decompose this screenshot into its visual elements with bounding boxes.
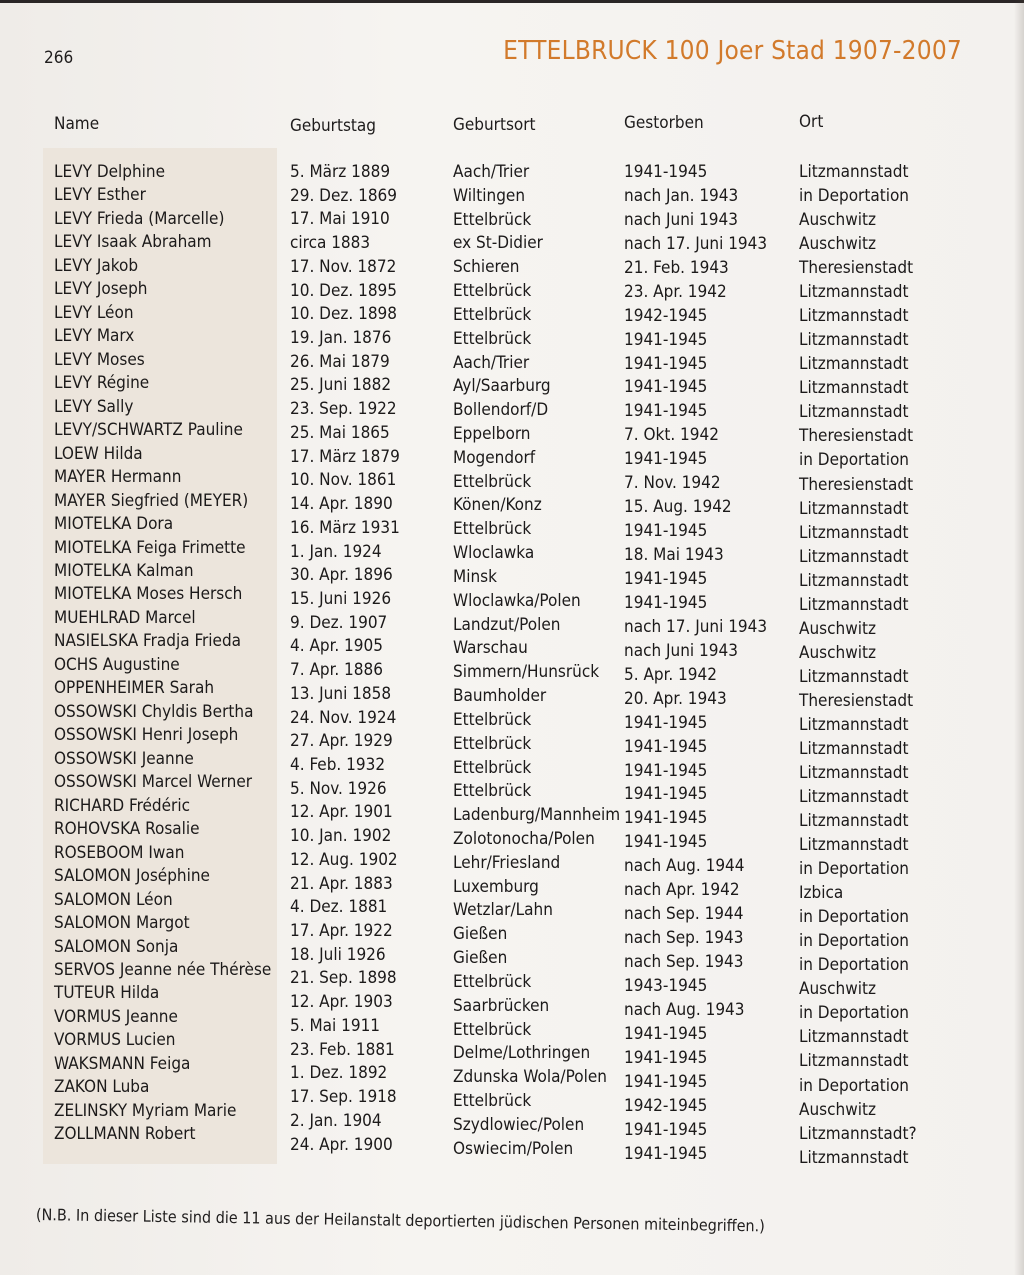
cell-ort: Izbica [799,883,844,904]
cell-gestorben: 1941-1945 [624,736,708,757]
cell-ort: Litzmannstadt [799,1027,909,1048]
cell-gestorben: 7. Nov. 1942 [624,473,721,494]
page-number: 266 [44,48,74,68]
column-header-gestorben: Gestorben [624,113,704,133]
cell-ort: Auschwitz [799,1099,877,1120]
cell-gestorben: nach Aug. 1944 [624,856,745,877]
table-row [0,422,1024,446]
cell-gestorben: nach Sep. 1943 [624,928,744,949]
cell-geburtstag: 10. Jan. 1902 [290,826,392,847]
cell-geburtstag: 24. Apr. 1900 [290,1134,393,1155]
cell-geburtstag: 26. Mai 1879 [290,351,390,372]
cell-name: VORMUS Jeanne [54,1006,178,1027]
cell-gestorben: 15. Aug. 1942 [624,497,732,518]
cell-geburtsort: Ettelbrück [453,757,532,778]
cell-geburtstag: circa 1883 [290,233,371,254]
cell-geburtstag: 30. Apr. 1896 [290,565,393,586]
cell-name: TUTEUR Hilda [54,983,160,1004]
cell-name: NASIELSKA Fradja Frieda [54,631,242,652]
cell-geburtstag: 12. Aug. 1902 [290,849,398,870]
cell-geburtstag: 14. Apr. 1890 [290,494,393,515]
cell-geburtstag: 23. Sep. 1922 [290,399,397,420]
cell-gestorben: nach Juni 1943 [624,640,738,661]
cell-gestorben: 1941-1945 [624,353,708,374]
cell-geburtstag: 4. Dez. 1881 [290,897,388,918]
cell-ort: Auschwitz [799,618,877,639]
cell-gestorben: 1941-1945 [624,449,708,470]
cell-gestorben: nach Apr. 1942 [624,880,740,901]
cell-geburtsort: Ettelbrück [453,281,532,302]
cell-ort: Litzmannstadt [799,594,909,615]
cell-ort: Litzmannstadt [799,378,909,399]
cell-geburtsort: Oswiecim/Polen [453,1138,574,1159]
cell-gestorben: 18. Mai 1943 [624,545,724,566]
cell-gestorben: 1941-1945 [624,568,708,589]
cell-name: SERVOS Jeanne née Thérèse [54,959,272,980]
cell-ort: Litzmannstadt [799,1051,909,1072]
cell-geburtsort: Ettelbrück [453,328,532,349]
cell-name: SALOMON Joséphine [54,866,210,887]
cell-gestorben: 1941-1945 [624,1119,708,1140]
cell-geburtsort: Ladenburg/Mannheim [453,805,621,826]
cell-name: OPPENHEIMER Sarah [54,678,215,699]
cell-geburtstag: 4. Apr. 1905 [290,636,383,657]
cell-ort: Litzmannstadt [799,1147,909,1168]
cell-gestorben: 5. Apr. 1942 [624,664,717,685]
cell-ort: in Deportation [799,450,910,471]
cell-geburtsort: Eppelborn [453,424,531,444]
cell-ort: Litzmannstadt [799,666,909,687]
cell-geburtsort: Schieren [453,257,520,278]
cell-geburtsort: Delme/Lothringen [453,1043,591,1064]
cell-ort: Theresienstadt [799,426,914,447]
cell-geburtstag: 12. Apr. 1901 [290,802,393,823]
cell-name: MIOTELKA Kalman [54,560,194,581]
cell-name: ZOLLMANN Robert [54,1124,196,1145]
cell-gestorben: 1942-1945 [624,305,708,326]
cell-ort: in Deportation [799,1075,910,1096]
cell-gestorben: 1941-1945 [624,401,708,422]
cell-geburtsort: Ettelbrück [453,971,532,992]
table-row [0,185,1024,209]
cell-gestorben: 1943-1945 [624,975,708,996]
cell-gestorben: 1941-1945 [624,832,708,853]
cell-geburtsort: Luxemburg [453,876,539,897]
cell-gestorben: 1941-1945 [624,784,708,805]
cell-name: LEVY Esther [54,185,146,206]
cell-gestorben: 1941-1945 [624,1143,708,1164]
cell-geburtsort: Ettelbrück [453,209,532,230]
cell-geburtstag: 15. Juni 1926 [290,588,392,609]
cell-gestorben: nach Juni 1943 [624,209,738,230]
table-row [0,161,1024,185]
cell-gestorben: 1941-1945 [624,808,708,829]
cell-geburtsort: Bollendorf/D [453,400,549,421]
cell-ort: Litzmannstadt [799,282,909,303]
cell-name: LEVY Delphine [54,162,166,182]
cell-gestorben: nach Sep. 1943 [624,952,744,972]
cell-name: VORMUS Lucien [54,1030,176,1051]
cell-geburtstag: 5. Mai 1911 [290,1015,381,1036]
table-row [0,351,1024,375]
cell-name: MUEHLRAD Marcel [54,607,196,628]
cell-ort: in Deportation [799,859,910,880]
cell-geburtstag: 9. Dez. 1907 [290,612,388,633]
cell-ort: Litzmannstadt [799,162,909,182]
cell-ort: Litzmannstadt [799,498,909,519]
cell-geburtsort: Ettelbrück [453,709,532,730]
cell-ort: Litzmannstadt [799,763,909,783]
cell-ort: Auschwitz [799,642,877,663]
cell-ort: Litzmannstadt [799,522,909,543]
cell-name: OSSOWSKI Jeanne [54,748,194,769]
cell-ort: Litzmannstadt [799,570,909,591]
cell-ort: in Deportation [799,907,910,928]
footnote: (N.B. In dieser Liste sind die 11 aus der Heilanstalt deportierten jüdischen Personen miteinbegriffen.) [35,1205,765,1236]
cell-geburtstag: 10. Nov. 1861 [290,470,397,491]
cell-name: SALOMON Sonja [54,936,179,957]
cell-geburtsort: Wiltingen [453,185,526,206]
cell-geburtstag: 2. Jan. 1904 [290,1110,382,1131]
cell-geburtstag: 13. Juni 1858 [290,683,392,704]
cell-name: LEVY Jakob [54,255,139,276]
page-top-edge [0,0,1024,3]
cell-geburtsort: ex St-Didier [453,233,543,254]
cell-ort: in Deportation [799,186,910,207]
cell-name: LOEW Hilda [54,443,143,464]
cell-name: MAYER Hermann [54,467,182,488]
cell-ort: in Deportation [799,931,910,952]
table-row [0,374,1024,398]
cell-geburtsort: Warschau [453,638,528,659]
cell-geburtsort: Ettelbrück [453,471,532,492]
cell-geburtsort: Wloclawka/Polen [453,590,581,611]
cell-name: WAKSMANN Feiga [54,1053,191,1074]
cell-geburtstag: 17. Mai 1910 [290,209,390,230]
cell-geburtstag: 17. Nov. 1872 [290,256,397,277]
cell-geburtstag: 21. Sep. 1898 [290,968,397,989]
cell-gestorben: nach Sep. 1944 [624,904,744,925]
cell-gestorben: 1942-1945 [624,1095,708,1116]
cell-geburtsort: Aach/Trier [453,352,530,373]
cell-geburtstag: 1. Dez. 1892 [290,1063,388,1084]
cell-name: LEVY Marx [54,326,135,347]
cell-name: LEVY Sally [54,396,134,417]
running-head: ETTELBRUCK 100 Joer Stad 1907-2007 [503,36,962,66]
cell-gestorben: 23. Apr. 1942 [624,281,727,302]
table-row [0,208,1024,232]
column-header-geburtsort: Geburtsort [453,115,536,135]
cell-name: LEVY Isaak Abraham [54,232,212,253]
cell-geburtsort: Aach/Trier [453,162,530,182]
cell-ort: Litzmannstadt [799,330,909,351]
cell-geburtstag: 1. Jan. 1924 [290,541,382,562]
cell-ort: Litzmannstadt [799,738,909,759]
cell-geburtsort: Ettelbrück [453,733,532,754]
cell-name: ROHOVSKA Rosalie [54,819,200,840]
cell-name: LEVY Frieda (Marcelle) [54,208,225,229]
cell-gestorben: 1941-1945 [624,1047,708,1068]
cell-gestorben: nach Aug. 1943 [624,999,745,1020]
cell-gestorben: 1941-1945 [624,329,708,350]
cell-gestorben: 1941-1945 [624,592,708,613]
cell-gestorben: 1941-1945 [624,760,708,781]
cell-ort: in Deportation [799,1003,910,1024]
cell-geburtstag: 10. Dez. 1898 [290,304,398,325]
cell-geburtstag: 18. Juli 1926 [290,944,386,965]
cell-geburtsort: Gießen [453,948,508,969]
cell-geburtstag: 17. Apr. 1922 [290,921,393,942]
cell-geburtstag: 5. März 1889 [290,162,391,182]
column-header-name: Name [54,114,100,134]
cell-geburtsort: Wloclawka [453,543,535,564]
cell-name: MIOTELKA Moses Hersch [54,584,243,605]
cell-ort: Theresienstadt [799,474,914,495]
cell-ort: Auschwitz [799,979,877,1000]
cell-name: OSSOWSKI Marcel Werner [54,772,253,793]
cell-geburtsort: Landzut/Polen [453,614,561,635]
cell-geburtstag: 7. Apr. 1886 [290,660,383,681]
cell-geburtstag: 19. Jan. 1876 [290,328,392,349]
cell-name: MAYER Siegfried (MEYER) [54,490,249,511]
cell-ort: Litzmannstadt [799,787,909,808]
cell-gestorben: 1941-1945 [624,162,708,182]
table-row [0,327,1024,351]
cell-geburtsort: Ettelbrück [453,519,532,540]
cell-gestorben: 1941-1945 [624,377,708,398]
cell-geburtstag: 27. Apr. 1929 [290,731,393,752]
cell-geburtstag: 17. März 1879 [290,446,400,467]
cell-ort: in Deportation [799,955,910,976]
cell-geburtstag: 29. Dez. 1869 [290,185,398,206]
cell-ort: Litzmannstadt [799,354,909,375]
column-header-ort: Ort [799,112,824,132]
cell-gestorben: nach 17. Juni 1943 [624,233,768,254]
cell-geburtstag: 24. Nov. 1924 [290,707,397,728]
cell-ort: Theresienstadt [799,690,914,711]
cell-gestorben: nach 17. Juni 1943 [624,616,768,637]
cell-name: LEVY Joseph [54,279,148,300]
cell-geburtsort: Minsk [453,566,497,587]
cell-name: LEVY Moses [54,349,145,370]
cell-gestorben: nach Jan. 1943 [624,185,739,206]
cell-geburtsort: Zolotonocha/Polen [453,828,595,849]
cell-ort: Litzmannstadt [799,402,909,423]
cell-ort: Auschwitz [799,210,877,231]
cell-gestorben: 1941-1945 [624,712,708,733]
cell-geburtstag: 10. Dez. 1895 [290,280,398,301]
cell-geburtstag: 16. März 1931 [290,517,400,538]
cell-gestorben: 20. Apr. 1943 [624,688,727,709]
cell-geburtsort: Saarbrücken [453,995,550,1016]
cell-gestorben: 7. Okt. 1942 [624,425,719,446]
cell-geburtstag: 5. Nov. 1926 [290,778,387,799]
cell-ort: Litzmannstadt [799,306,909,327]
cell-geburtstag: 17. Sep. 1918 [290,1087,397,1108]
cell-geburtstag: 21. Apr. 1883 [290,873,393,894]
cell-name: OSSOWSKI Henri Joseph [54,725,239,746]
cell-name: OCHS Augustine [54,654,180,675]
cell-geburtstag: 23. Feb. 1881 [290,1039,395,1060]
cell-name: LEVY Léon [54,302,134,323]
cell-ort: Auschwitz [799,234,877,255]
cell-name: MIOTELKA Dora [54,514,174,535]
table-row [0,280,1024,304]
cell-geburtsort: Ettelbrück [453,1090,532,1111]
cell-gestorben: 1941-1945 [624,521,708,542]
cell-name: ZAKON Luba [54,1077,150,1098]
cell-geburtstag: 4. Feb. 1932 [290,755,386,775]
cell-geburtsort: Baumholder [453,686,547,707]
cell-geburtsort: Ayl/Saarburg [453,376,551,397]
cell-name: ROSEBOOM Iwan [54,842,185,863]
cell-geburtsort: Ettelbrück [453,304,532,325]
cell-geburtsort: Gießen [453,924,508,945]
cell-name: RICHARD Frédéric [54,795,190,816]
cell-ort: Litzmannstadt [799,714,909,735]
cell-geburtstag: 12. Apr. 1903 [290,992,393,1013]
table-row [0,256,1024,280]
cell-geburtsort: Simmern/Hunsrück [453,662,600,683]
cell-ort: Theresienstadt [799,258,914,279]
cell-ort: Litzmannstadt [799,811,909,832]
cell-name: MIOTELKA Feiga Frimette [54,537,246,558]
cell-geburtstag: 25. Mai 1865 [290,422,390,443]
cell-ort: Litzmannstadt [799,835,909,856]
cell-geburtsort: Wetzlar/Lahn [453,900,553,921]
table-row [0,232,1024,256]
table-row [0,303,1024,327]
cell-ort: Litzmannstadt [799,546,909,567]
cell-geburtsort: Ettelbrück [453,781,532,802]
cell-name: SALOMON Margot [54,913,190,934]
cell-name: ZELINSKY Myriam Marie [54,1100,237,1121]
cell-ort: Litzmannstadt? [799,1123,917,1144]
cell-geburtsort: Lehr/Friesland [453,852,561,873]
cell-geburtsort: Mogendorf [453,447,536,468]
cell-name: OSSOWSKI Chyldis Bertha [54,701,254,722]
cell-gestorben: 1941-1945 [624,1071,708,1092]
cell-geburtsort: Zdunska Wola/Polen [453,1067,607,1088]
cell-gestorben: 1941-1945 [624,1023,708,1044]
cell-geburtsort: Ettelbrück [453,1019,532,1040]
cell-name: LEVY/SCHWARTZ Pauline [54,420,243,441]
cell-geburtsort: Szydlowiec/Polen [453,1114,585,1135]
column-header-geburtstag: Geburtstag [290,116,376,136]
cell-geburtsort: Könen/Konz [453,495,542,516]
cell-gestorben: 21. Feb. 1943 [624,257,729,278]
cell-geburtstag: 25. Juni 1882 [290,375,392,396]
cell-name: LEVY Régine [54,373,150,394]
cell-name: SALOMON Léon [54,889,173,910]
